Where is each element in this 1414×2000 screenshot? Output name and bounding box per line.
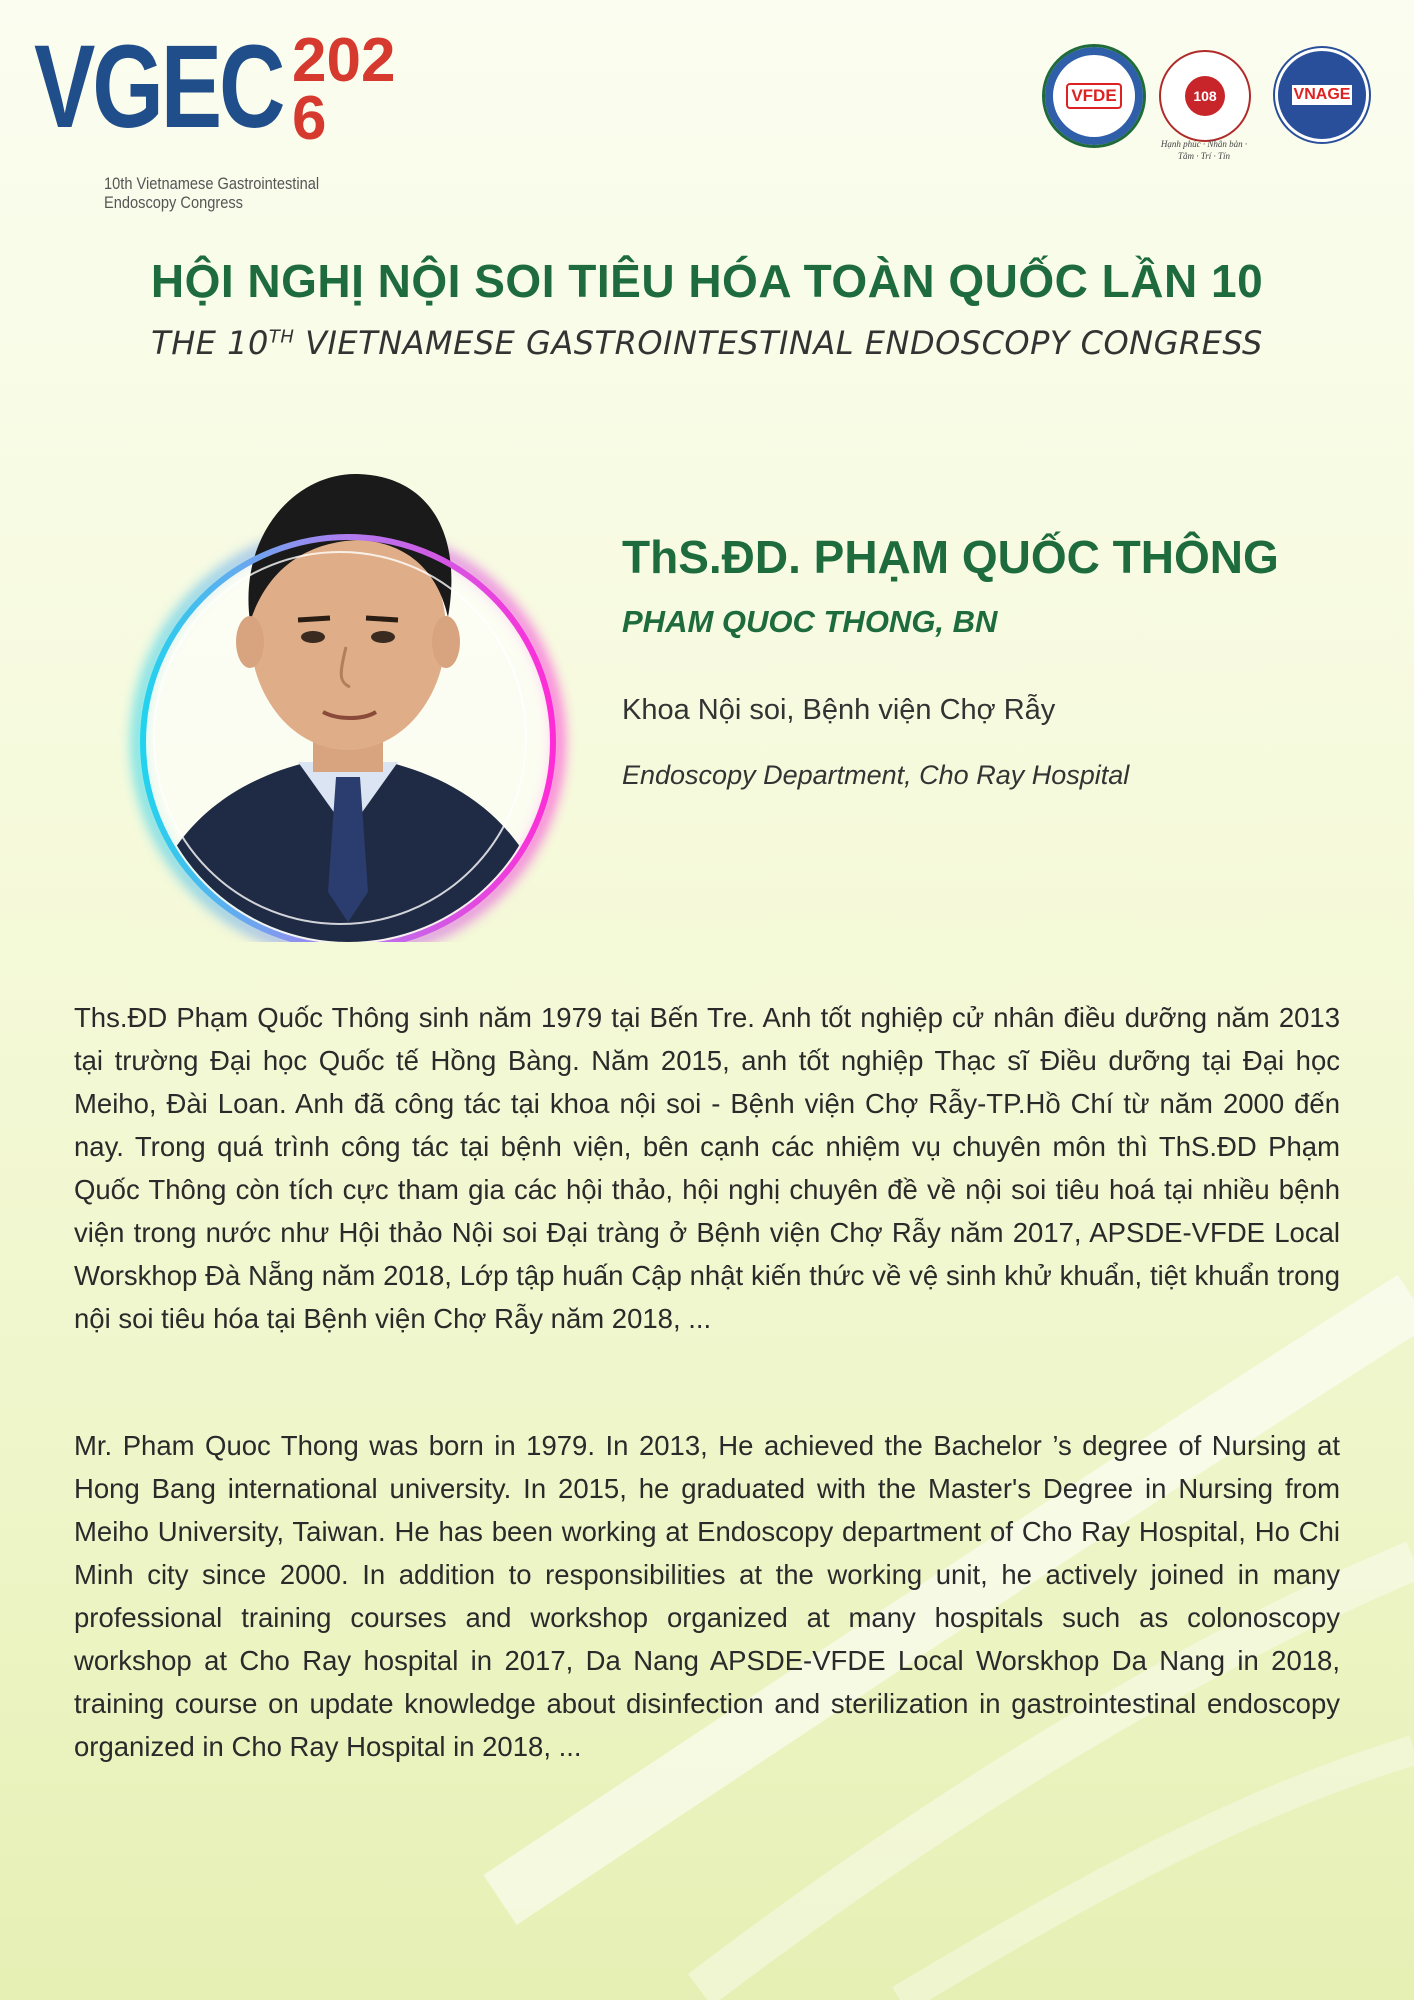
vfde-badge [1042,44,1146,148]
logo-year: 2026 [292,26,396,153]
vnage-badge [1275,48,1369,142]
hospital-108-motto: Hạnh phúc · Nhân bản · Tâm · Trí · Tín [1160,139,1248,161]
title-en-prefix: THE 10 [151,324,269,362]
vfde-badge-label: VFDE [1066,83,1121,109]
logo-subtitle: 10th Vietnamese Gastrointestinal Endoscopy Congress [104,174,320,212]
congress-title-en [0,324,1414,362]
vgec-logo [34,21,414,218]
speaker-portrait [118,432,578,942]
congress-title-vn: HỘI NGHỊ NỘI SOI TIÊU HÓA TOÀN QUỐC LẦN 10 [150,255,1264,307]
speaker-department-en: Endoscopy Department, Cho Ray Hospital [622,760,1130,790]
speaker-department-vn: Khoa Nội soi, Bệnh viện Chợ Rẫy [622,694,1056,726]
speaker-name-vn: ThS.ĐD. PHẠM QUỐC THÔNG [622,531,1279,583]
speaker-name-en: PHAM QUOC THONG, BN [622,604,998,639]
hospital-108-badge-label: 108 [1185,76,1225,116]
vnage-badge-label: VNAGE [1293,86,1351,103]
portrait-illustration [118,432,578,942]
logo-wordmark: VGEC [34,21,283,153]
title-en-rest: VIETNAMESE GASTROINTESTINAL ENDOSCOPY CONGRESS [294,324,1263,362]
bio-english: Mr. Pham Quoc Thong was born in 1979. In 2013, He achieved the Bachelor ’s degree of Nursing at Hong Bang international university. In 2015, he graduated with the Master's Degree in Nursing from Meiho University, Taiwan. He has been working at Endoscopy department of Cho Ray Hospital, Ho Chi Minh city since 2000. In addition to responsibilities at the working unit, he actively joined in many professional training courses and workshop organized at many hospitals such as colonoscopy workshop at Cho Ray hospital in 2017, Da Nang APSDE-VFDE Local Worskhop Da Nang in 2018, training course on update knowledge about disinfection and sterilization in gastrointestinal endoscopy organized in Cho Ray Hospital in 2018, ... [74,1430,1340,1762]
hospital-108-badge [1159,50,1251,142]
bio-vietnamese: Ths.ĐD Phạm Quốc Thông sinh năm 1979 tại Bến Tre. Anh tốt nghiệp cử nhân điều dưỡng năm 2013 tại trường Đại học Quốc tế Hồng Bàng. Năm 2015, anh tốt nghiệp Thạc sĩ Điều dưỡng tại Đại học Meiho, Đài Loan. Anh đã công tác tại khoa nội soi - Bệnh viện Chợ Rẫy-TP.Hồ Chí từ năm 2000 đến nay. Trong quá trình công tác tại bệnh viện, bên cạnh các nhiệm vụ chuyên môn thì ThS.ĐD Phạm Quốc Thông còn tích cực tham gia các hội thảo, hội nghị chuyên đề về nội soi tiêu hoá tại nhiều bệnh viện trong nước như Hội thảo Nội soi Đại tràng ở Bệnh viện Chợ Rẫy năm 2017, APSDE-VFDE Local Worskhop Đà Nẵng năm 2018, Lớp tập huấn Cập nhật kiến thức về vệ sinh khử khuẩn, tiệt khuẩn trong nội soi tiêu hóa tại Bệnh viện Chợ Rẫy năm 2018, ... [74,1002,1340,1334]
title-en-sup: TH [268,326,295,348]
